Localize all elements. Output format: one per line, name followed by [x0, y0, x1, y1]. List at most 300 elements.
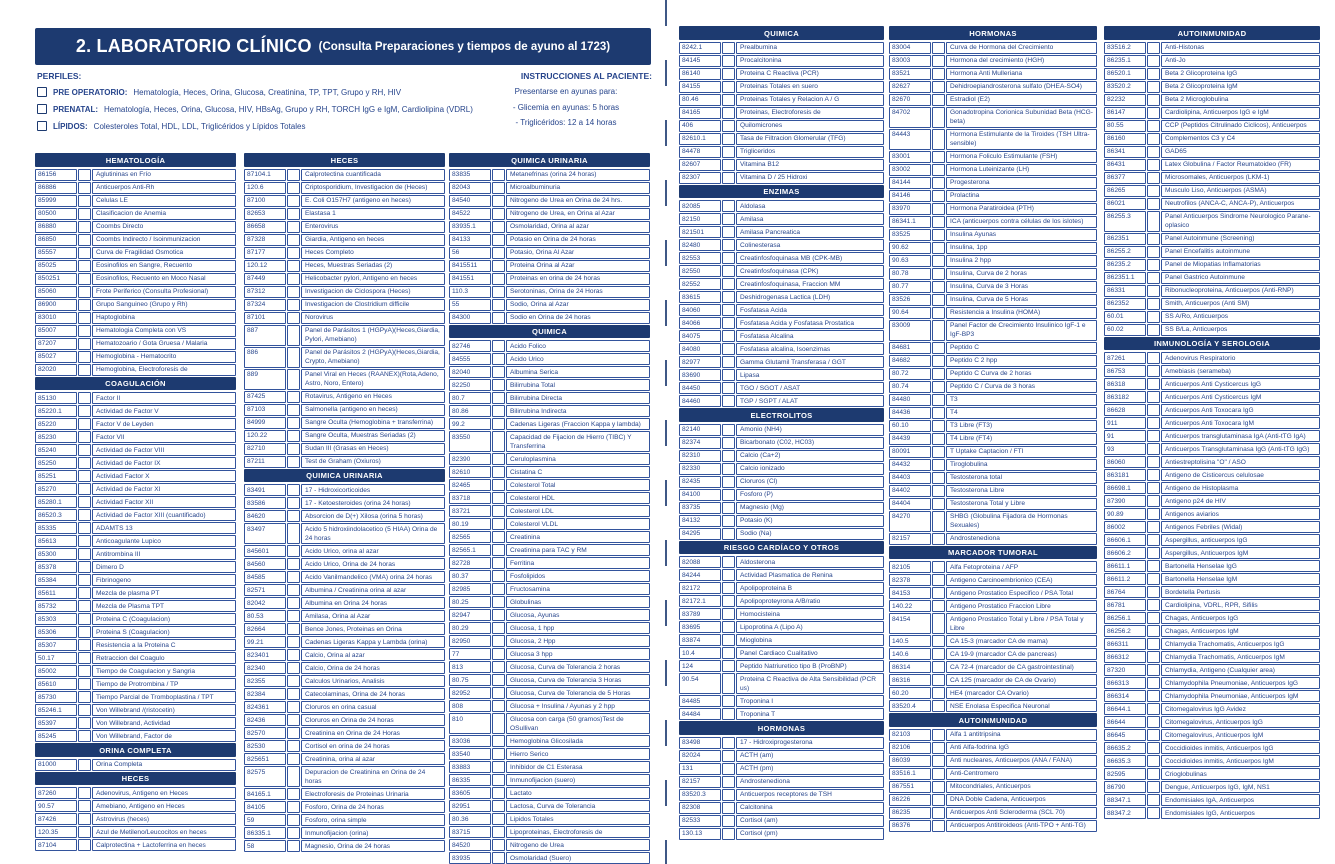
- test-checkbox[interactable]: [722, 695, 735, 707]
- prenatal-checkbox[interactable]: [37, 104, 47, 114]
- test-checkbox[interactable]: [287, 801, 300, 813]
- test-checkbox[interactable]: [78, 600, 91, 612]
- test-checkbox[interactable]: [492, 405, 505, 417]
- test-checkbox[interactable]: [287, 649, 300, 661]
- test-checkbox[interactable]: [932, 42, 945, 54]
- test-checkbox[interactable]: [1147, 547, 1160, 559]
- test-checkbox[interactable]: [932, 729, 945, 741]
- test-checkbox[interactable]: [1147, 378, 1160, 390]
- test-checkbox[interactable]: [287, 347, 300, 368]
- test-checkbox[interactable]: [1147, 599, 1160, 611]
- test-checkbox[interactable]: [492, 635, 505, 647]
- test-checkbox[interactable]: [78, 195, 91, 207]
- test-checkbox[interactable]: [722, 172, 735, 184]
- test-checkbox[interactable]: [492, 735, 505, 747]
- test-checkbox[interactable]: [722, 489, 735, 501]
- test-checkbox[interactable]: [287, 610, 300, 622]
- test-checkbox[interactable]: [492, 570, 505, 582]
- test-checkbox[interactable]: [492, 826, 505, 838]
- test-checkbox[interactable]: [722, 815, 735, 827]
- test-checkbox[interactable]: [1147, 404, 1160, 416]
- test-checkbox[interactable]: [492, 648, 505, 660]
- test-checkbox[interactable]: [932, 68, 945, 80]
- test-checkbox[interactable]: [932, 433, 945, 445]
- test-checkbox[interactable]: [287, 234, 300, 246]
- test-checkbox[interactable]: [492, 260, 505, 272]
- test-checkbox[interactable]: [722, 673, 735, 694]
- test-checkbox[interactable]: [1147, 742, 1160, 754]
- test-checkbox[interactable]: [287, 443, 300, 455]
- test-checkbox[interactable]: [1147, 120, 1160, 132]
- test-checkbox[interactable]: [722, 107, 735, 119]
- test-checkbox[interactable]: [932, 129, 945, 150]
- test-checkbox[interactable]: [722, 556, 735, 568]
- test-checkbox[interactable]: [1147, 55, 1160, 67]
- test-checkbox[interactable]: [492, 531, 505, 543]
- test-checkbox[interactable]: [78, 496, 91, 508]
- test-checkbox[interactable]: [722, 133, 735, 145]
- test-checkbox[interactable]: [932, 511, 945, 532]
- test-checkbox[interactable]: [78, 652, 91, 664]
- test-checkbox[interactable]: [932, 587, 945, 599]
- test-checkbox[interactable]: [287, 286, 300, 298]
- test-checkbox[interactable]: [78, 639, 91, 651]
- test-checkbox[interactable]: [492, 195, 505, 207]
- test-checkbox[interactable]: [932, 420, 945, 432]
- test-checkbox[interactable]: [722, 146, 735, 158]
- test-checkbox[interactable]: [722, 252, 735, 264]
- test-checkbox[interactable]: [1147, 159, 1160, 171]
- test-checkbox[interactable]: [722, 159, 735, 171]
- test-checkbox[interactable]: [287, 766, 300, 787]
- test-checkbox[interactable]: [78, 470, 91, 482]
- test-checkbox[interactable]: [78, 351, 91, 363]
- test-checkbox[interactable]: [78, 364, 91, 376]
- test-checkbox[interactable]: [287, 510, 300, 522]
- test-checkbox[interactable]: [722, 226, 735, 238]
- test-checkbox[interactable]: [932, 164, 945, 176]
- test-checkbox[interactable]: [1147, 298, 1160, 310]
- test-checkbox[interactable]: [287, 208, 300, 220]
- test-checkbox[interactable]: [1147, 94, 1160, 106]
- test-checkbox[interactable]: [78, 431, 91, 443]
- test-checkbox[interactable]: [492, 609, 505, 621]
- test-checkbox[interactable]: [492, 761, 505, 773]
- test-checkbox[interactable]: [932, 55, 945, 67]
- test-checkbox[interactable]: [287, 430, 300, 442]
- test-checkbox[interactable]: [78, 221, 91, 233]
- test-checkbox[interactable]: [932, 281, 945, 293]
- test-checkbox[interactable]: [492, 800, 505, 812]
- test-checkbox[interactable]: [287, 636, 300, 648]
- test-checkbox[interactable]: [492, 557, 505, 569]
- test-checkbox[interactable]: [722, 582, 735, 594]
- test-checkbox[interactable]: [78, 548, 91, 560]
- test-checkbox[interactable]: [78, 800, 91, 812]
- test-checkbox[interactable]: [722, 317, 735, 329]
- test-checkbox[interactable]: [1147, 703, 1160, 715]
- test-checkbox[interactable]: [287, 325, 300, 346]
- test-checkbox[interactable]: [78, 678, 91, 690]
- test-checkbox[interactable]: [932, 820, 945, 832]
- test-checkbox[interactable]: [78, 826, 91, 838]
- test-checkbox[interactable]: [722, 213, 735, 225]
- test-checkbox[interactable]: [492, 431, 505, 452]
- test-checkbox[interactable]: [932, 255, 945, 267]
- test-checkbox[interactable]: [78, 338, 91, 350]
- test-checkbox[interactable]: [722, 647, 735, 659]
- test-checkbox[interactable]: [932, 355, 945, 367]
- test-checkbox[interactable]: [287, 195, 300, 207]
- test-checkbox[interactable]: [932, 600, 945, 612]
- test-checkbox[interactable]: [932, 203, 945, 215]
- test-checkbox[interactable]: [492, 353, 505, 365]
- test-checkbox[interactable]: [932, 407, 945, 419]
- test-checkbox[interactable]: [78, 247, 91, 259]
- test-checkbox[interactable]: [1147, 560, 1160, 572]
- test-checkbox[interactable]: [287, 391, 300, 403]
- test-checkbox[interactable]: [932, 342, 945, 354]
- test-checkbox[interactable]: [1147, 365, 1160, 377]
- test-checkbox[interactable]: [722, 55, 735, 67]
- test-checkbox[interactable]: [722, 463, 735, 475]
- test-checkbox[interactable]: [78, 444, 91, 456]
- test-checkbox[interactable]: [722, 239, 735, 251]
- test-checkbox[interactable]: [1147, 625, 1160, 637]
- test-checkbox[interactable]: [1147, 729, 1160, 741]
- test-checkbox[interactable]: [932, 742, 945, 754]
- test-checkbox[interactable]: [78, 483, 91, 495]
- test-checkbox[interactable]: [932, 700, 945, 712]
- lipidos-checkbox[interactable]: [37, 121, 47, 131]
- test-checkbox[interactable]: [287, 688, 300, 700]
- test-checkbox[interactable]: [1147, 172, 1160, 184]
- test-checkbox[interactable]: [287, 840, 300, 852]
- test-checkbox[interactable]: [287, 404, 300, 416]
- test-checkbox[interactable]: [932, 381, 945, 393]
- test-checkbox[interactable]: [932, 648, 945, 660]
- test-checkbox[interactable]: [932, 768, 945, 780]
- test-checkbox[interactable]: [287, 523, 300, 544]
- test-checkbox[interactable]: [932, 307, 945, 319]
- test-checkbox[interactable]: [1147, 198, 1160, 210]
- test-checkbox[interactable]: [78, 273, 91, 285]
- test-checkbox[interactable]: [78, 626, 91, 638]
- test-checkbox[interactable]: [722, 278, 735, 290]
- test-checkbox[interactable]: [287, 417, 300, 429]
- test-checkbox[interactable]: [722, 369, 735, 381]
- test-checkbox[interactable]: [287, 827, 300, 839]
- test-checkbox[interactable]: [1147, 508, 1160, 520]
- test-checkbox[interactable]: [722, 750, 735, 762]
- test-checkbox[interactable]: [1147, 690, 1160, 702]
- test-checkbox[interactable]: [722, 200, 735, 212]
- test-checkbox[interactable]: [492, 687, 505, 699]
- test-checkbox[interactable]: [287, 597, 300, 609]
- test-checkbox[interactable]: [722, 515, 735, 527]
- test-checkbox[interactable]: [78, 208, 91, 220]
- test-checkbox[interactable]: [722, 68, 735, 80]
- test-checkbox[interactable]: [1147, 68, 1160, 80]
- test-checkbox[interactable]: [78, 665, 91, 677]
- test-checkbox[interactable]: [1147, 586, 1160, 598]
- test-checkbox[interactable]: [1147, 272, 1160, 284]
- test-checkbox[interactable]: [1147, 324, 1160, 336]
- test-checkbox[interactable]: [1147, 146, 1160, 158]
- test-checkbox[interactable]: [1147, 638, 1160, 650]
- test-checkbox[interactable]: [1147, 651, 1160, 663]
- test-checkbox[interactable]: [1147, 81, 1160, 93]
- test-checkbox[interactable]: [722, 828, 735, 840]
- test-checkbox[interactable]: [492, 453, 505, 465]
- test-checkbox[interactable]: [78, 839, 91, 851]
- test-checkbox[interactable]: [1147, 456, 1160, 468]
- test-checkbox[interactable]: [78, 392, 91, 404]
- test-checkbox[interactable]: [492, 366, 505, 378]
- test-checkbox[interactable]: [492, 674, 505, 686]
- test-checkbox[interactable]: [1147, 391, 1160, 403]
- test-checkbox[interactable]: [78, 312, 91, 324]
- test-checkbox[interactable]: [492, 340, 505, 352]
- test-checkbox[interactable]: [1147, 794, 1160, 806]
- test-checkbox[interactable]: [932, 320, 945, 341]
- test-checkbox[interactable]: [492, 169, 505, 181]
- test-checkbox[interactable]: [932, 94, 945, 106]
- test-checkbox[interactable]: [492, 661, 505, 673]
- test-checkbox[interactable]: [492, 247, 505, 259]
- test-checkbox[interactable]: [1147, 807, 1160, 819]
- test-checkbox[interactable]: [932, 81, 945, 93]
- test-checkbox[interactable]: [287, 727, 300, 739]
- test-checkbox[interactable]: [722, 81, 735, 93]
- test-checkbox[interactable]: [492, 286, 505, 298]
- test-checkbox[interactable]: [722, 94, 735, 106]
- test-checkbox[interactable]: [1147, 534, 1160, 546]
- test-checkbox[interactable]: [722, 450, 735, 462]
- test-checkbox[interactable]: [722, 42, 735, 54]
- test-checkbox[interactable]: [492, 748, 505, 760]
- test-checkbox[interactable]: [78, 418, 91, 430]
- test-checkbox[interactable]: [492, 221, 505, 233]
- test-checkbox[interactable]: [722, 120, 735, 132]
- test-checkbox[interactable]: [287, 714, 300, 726]
- test-checkbox[interactable]: [932, 394, 945, 406]
- test-checkbox[interactable]: [492, 544, 505, 556]
- test-checkbox[interactable]: [287, 221, 300, 233]
- test-checkbox[interactable]: [78, 405, 91, 417]
- test-checkbox[interactable]: [78, 234, 91, 246]
- test-checkbox[interactable]: [932, 107, 945, 128]
- test-checkbox[interactable]: [78, 613, 91, 625]
- test-checkbox[interactable]: [287, 623, 300, 635]
- test-checkbox[interactable]: [78, 509, 91, 521]
- test-checkbox[interactable]: [932, 661, 945, 673]
- test-checkbox[interactable]: [932, 498, 945, 510]
- test-checkbox[interactable]: [932, 229, 945, 241]
- test-checkbox[interactable]: [1147, 573, 1160, 585]
- test-checkbox[interactable]: [722, 737, 735, 749]
- test-checkbox[interactable]: [78, 182, 91, 194]
- test-checkbox[interactable]: [492, 208, 505, 220]
- test-checkbox[interactable]: [932, 635, 945, 647]
- test-checkbox[interactable]: [722, 621, 735, 633]
- test-checkbox[interactable]: [722, 356, 735, 368]
- test-checkbox[interactable]: [78, 522, 91, 534]
- test-checkbox[interactable]: [287, 312, 300, 324]
- test-checkbox[interactable]: [492, 839, 505, 851]
- test-checkbox[interactable]: [932, 459, 945, 471]
- test-checkbox[interactable]: [722, 476, 735, 488]
- test-checkbox[interactable]: [1147, 521, 1160, 533]
- test-checkbox[interactable]: [932, 472, 945, 484]
- test-checkbox[interactable]: [492, 583, 505, 595]
- test-checkbox[interactable]: [722, 424, 735, 436]
- test-checkbox[interactable]: [932, 294, 945, 306]
- test-checkbox[interactable]: [78, 286, 91, 298]
- test-checkbox[interactable]: [78, 169, 91, 181]
- test-checkbox[interactable]: [722, 708, 735, 720]
- test-checkbox[interactable]: [932, 613, 945, 634]
- test-checkbox[interactable]: [78, 574, 91, 586]
- test-checkbox[interactable]: [1147, 107, 1160, 119]
- test-checkbox[interactable]: [287, 558, 300, 570]
- test-checkbox[interactable]: [1147, 755, 1160, 767]
- test-checkbox[interactable]: [287, 169, 300, 181]
- test-checkbox[interactable]: [1147, 133, 1160, 145]
- test-checkbox[interactable]: [722, 528, 735, 540]
- test-checkbox[interactable]: [932, 807, 945, 819]
- test-checkbox[interactable]: [78, 325, 91, 337]
- test-checkbox[interactable]: [722, 569, 735, 581]
- test-checkbox[interactable]: [722, 330, 735, 342]
- test-checkbox[interactable]: [1147, 677, 1160, 689]
- test-checkbox[interactable]: [492, 299, 505, 311]
- test-checkbox[interactable]: [932, 446, 945, 458]
- test-checkbox[interactable]: [1147, 259, 1160, 271]
- test-checkbox[interactable]: [722, 763, 735, 775]
- test-checkbox[interactable]: [722, 502, 735, 514]
- test-checkbox[interactable]: [287, 740, 300, 752]
- test-checkbox[interactable]: [1147, 482, 1160, 494]
- test-checkbox[interactable]: [1147, 664, 1160, 676]
- test-checkbox[interactable]: [78, 691, 91, 703]
- test-checkbox[interactable]: [722, 634, 735, 646]
- test-checkbox[interactable]: [78, 717, 91, 729]
- test-checkbox[interactable]: [722, 595, 735, 607]
- test-checkbox[interactable]: [932, 151, 945, 163]
- test-checkbox[interactable]: [932, 794, 945, 806]
- test-checkbox[interactable]: [492, 466, 505, 478]
- test-checkbox[interactable]: [722, 789, 735, 801]
- test-checkbox[interactable]: [492, 852, 505, 864]
- test-checkbox[interactable]: [287, 497, 300, 509]
- test-checkbox[interactable]: [722, 265, 735, 277]
- test-checkbox[interactable]: [287, 247, 300, 259]
- test-checkbox[interactable]: [1147, 443, 1160, 455]
- test-checkbox[interactable]: [932, 190, 945, 202]
- test-checkbox[interactable]: [722, 304, 735, 316]
- test-checkbox[interactable]: [932, 687, 945, 699]
- test-checkbox[interactable]: [492, 392, 505, 404]
- preoperatorio-checkbox[interactable]: [37, 87, 47, 97]
- test-checkbox[interactable]: [78, 813, 91, 825]
- test-checkbox[interactable]: [492, 787, 505, 799]
- test-checkbox[interactable]: [1147, 768, 1160, 780]
- test-checkbox[interactable]: [1147, 716, 1160, 728]
- test-checkbox[interactable]: [492, 518, 505, 530]
- test-checkbox[interactable]: [492, 479, 505, 491]
- test-checkbox[interactable]: [932, 485, 945, 497]
- test-checkbox[interactable]: [287, 584, 300, 596]
- test-checkbox[interactable]: [78, 457, 91, 469]
- test-checkbox[interactable]: [287, 273, 300, 285]
- test-checkbox[interactable]: [492, 700, 505, 712]
- test-checkbox[interactable]: [78, 535, 91, 547]
- test-checkbox[interactable]: [78, 561, 91, 573]
- test-checkbox[interactable]: [287, 675, 300, 687]
- test-checkbox[interactable]: [492, 234, 505, 246]
- test-checkbox[interactable]: [1147, 233, 1160, 245]
- test-checkbox[interactable]: [78, 587, 91, 599]
- test-checkbox[interactable]: [287, 701, 300, 713]
- test-checkbox[interactable]: [722, 776, 735, 788]
- test-checkbox[interactable]: [722, 343, 735, 355]
- test-checkbox[interactable]: [932, 755, 945, 767]
- test-checkbox[interactable]: [492, 379, 505, 391]
- test-checkbox[interactable]: [287, 484, 300, 496]
- test-checkbox[interactable]: [287, 260, 300, 272]
- test-checkbox[interactable]: [932, 561, 945, 573]
- test-checkbox[interactable]: [1147, 469, 1160, 481]
- test-checkbox[interactable]: [932, 216, 945, 228]
- test-checkbox[interactable]: [287, 182, 300, 194]
- test-checkbox[interactable]: [1147, 495, 1160, 507]
- test-checkbox[interactable]: [78, 704, 91, 716]
- test-checkbox[interactable]: [1147, 246, 1160, 258]
- test-checkbox[interactable]: [492, 622, 505, 634]
- test-checkbox[interactable]: [932, 242, 945, 254]
- test-checkbox[interactable]: [78, 299, 91, 311]
- test-checkbox[interactable]: [78, 730, 91, 742]
- test-checkbox[interactable]: [1147, 352, 1160, 364]
- test-checkbox[interactable]: [1147, 781, 1160, 793]
- test-checkbox[interactable]: [932, 674, 945, 686]
- test-checkbox[interactable]: [78, 260, 91, 272]
- test-checkbox[interactable]: [932, 574, 945, 586]
- test-checkbox[interactable]: [287, 456, 300, 468]
- test-checkbox[interactable]: [722, 437, 735, 449]
- test-checkbox[interactable]: [722, 291, 735, 303]
- test-checkbox[interactable]: [1147, 417, 1160, 429]
- test-checkbox[interactable]: [78, 787, 91, 799]
- test-checkbox[interactable]: [287, 369, 300, 390]
- test-checkbox[interactable]: [722, 395, 735, 407]
- test-checkbox[interactable]: [287, 662, 300, 674]
- test-checkbox[interactable]: [287, 545, 300, 557]
- test-checkbox[interactable]: [492, 492, 505, 504]
- test-checkbox[interactable]: [492, 312, 505, 324]
- test-checkbox[interactable]: [1147, 311, 1160, 323]
- test-checkbox[interactable]: [1147, 185, 1160, 197]
- test-checkbox[interactable]: [932, 533, 945, 545]
- test-checkbox[interactable]: [1147, 612, 1160, 624]
- test-checkbox[interactable]: [492, 505, 505, 517]
- test-checkbox[interactable]: [492, 813, 505, 825]
- test-checkbox[interactable]: [492, 182, 505, 194]
- test-checkbox[interactable]: [492, 713, 505, 734]
- test-checkbox[interactable]: [722, 802, 735, 814]
- test-checkbox[interactable]: [1147, 211, 1160, 232]
